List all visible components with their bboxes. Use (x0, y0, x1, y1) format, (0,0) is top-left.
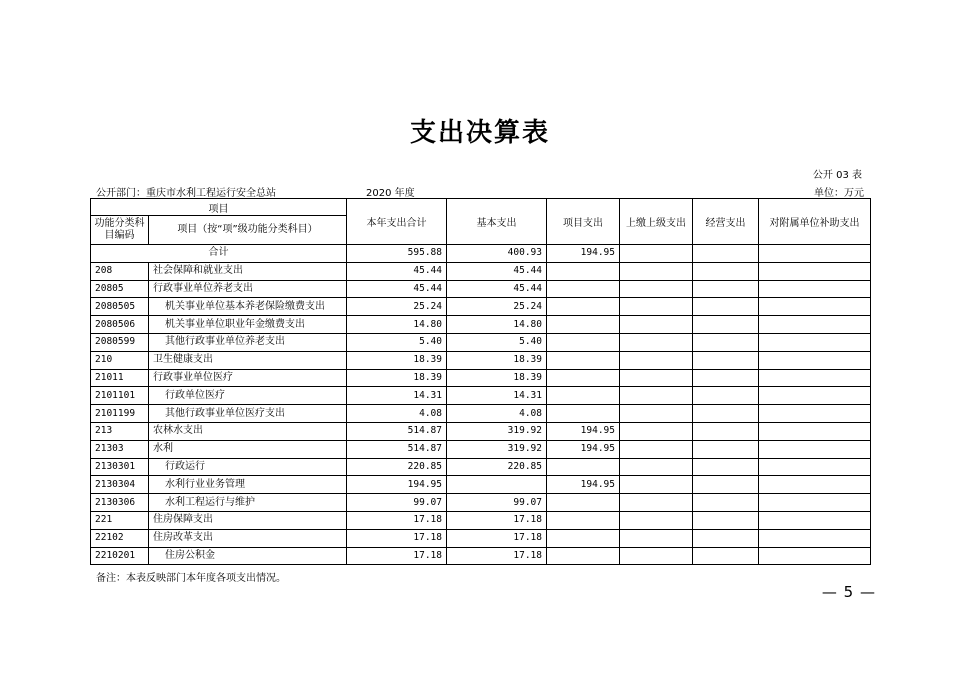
row-project: 194.95 (547, 422, 620, 440)
row-subsidy (759, 547, 871, 565)
table-row (91, 280, 871, 298)
row-basic: 25.24 (447, 298, 547, 316)
row-total: 45.44 (347, 280, 447, 298)
row-code: 20805 (91, 280, 149, 298)
row-total: 14.31 (347, 387, 447, 405)
row-project: 194.95 (547, 476, 620, 494)
table-row (91, 333, 871, 351)
row-upper (620, 333, 693, 351)
row-business (693, 529, 759, 547)
row-business (693, 369, 759, 387)
row-code: 210 (91, 351, 149, 369)
row-subsidy (759, 529, 871, 547)
row-subsidy (759, 422, 871, 440)
row-subsidy (759, 511, 871, 529)
row-total: 514.87 (347, 422, 447, 440)
row-code: 21011 (91, 369, 149, 387)
row-name: 其他行政事业单位养老支出 (149, 333, 347, 351)
row-upper (620, 511, 693, 529)
row-project (547, 333, 620, 351)
row-subsidy (759, 351, 871, 369)
row-subsidy (759, 298, 871, 316)
row-basic: 45.44 (447, 262, 547, 280)
row-basic: 18.39 (447, 369, 547, 387)
row-business (693, 351, 759, 369)
row-upper (620, 494, 693, 512)
table-row (91, 298, 871, 316)
row-business (693, 316, 759, 334)
row-subsidy (759, 262, 871, 280)
row-code: 2101101 (91, 387, 149, 405)
total-label: 合计 (91, 245, 347, 263)
table-row (91, 316, 871, 334)
row-upper (620, 369, 693, 387)
row-basic: 5.40 (447, 333, 547, 351)
row-upper (620, 351, 693, 369)
row-code: 2130306 (91, 494, 149, 512)
row-basic: 17.18 (447, 511, 547, 529)
header-code: 功能分类科目编码 (91, 216, 149, 245)
row-basic: 99.07 (447, 494, 547, 512)
row-business (693, 405, 759, 423)
row-upper (620, 280, 693, 298)
header-subsidy: 对附属单位补助支出 (759, 199, 871, 245)
row-total: 18.39 (347, 351, 447, 369)
row-upper (620, 422, 693, 440)
row-total: 17.18 (347, 511, 447, 529)
row-business (693, 422, 759, 440)
total-subsidy (759, 245, 871, 263)
row-name: 水利工程运行与维护 (149, 494, 347, 512)
row-total: 45.44 (347, 262, 447, 280)
row-name: 行政运行 (149, 458, 347, 476)
row-upper (620, 387, 693, 405)
row-project (547, 369, 620, 387)
row-project (547, 298, 620, 316)
row-name: 农林水支出 (149, 422, 347, 440)
row-upper (620, 440, 693, 458)
row-project (547, 351, 620, 369)
table-note: 备注：本表反映部门本年度各项支出情况。 (96, 573, 286, 584)
total-upper (620, 245, 693, 263)
table-row (91, 440, 871, 458)
row-total: 514.87 (347, 440, 447, 458)
row-name: 机关事业单位职业年金缴费支出 (149, 316, 347, 334)
row-subsidy (759, 280, 871, 298)
row-business (693, 387, 759, 405)
row-upper (620, 458, 693, 476)
row-name: 行政单位医疗 (149, 387, 347, 405)
row-name: 行政事业单位医疗 (149, 369, 347, 387)
row-business (693, 547, 759, 565)
row-name: 卫生健康支出 (149, 351, 347, 369)
table-row (91, 369, 871, 387)
total-amount: 595.88 (347, 245, 447, 263)
row-name: 住房公积金 (149, 547, 347, 565)
page-title: 支出决算表 (409, 118, 550, 148)
row-total: 220.85 (347, 458, 447, 476)
row-project (547, 405, 620, 423)
row-subsidy (759, 494, 871, 512)
row-business (693, 333, 759, 351)
row-total: 4.08 (347, 405, 447, 423)
header-total: 本年支出合计 (347, 199, 447, 245)
table-row (91, 494, 871, 512)
row-code: 2101199 (91, 405, 149, 423)
row-basic: 17.18 (447, 529, 547, 547)
header-item: 项目 (91, 199, 347, 216)
row-project: 194.95 (547, 440, 620, 458)
row-project (547, 316, 620, 334)
table-row (91, 458, 871, 476)
table-row (91, 476, 871, 494)
header-basic: 基本支出 (447, 199, 547, 245)
table-row (91, 262, 871, 280)
row-code: 208 (91, 262, 149, 280)
row-business (693, 262, 759, 280)
row-code: 2080599 (91, 333, 149, 351)
form-code: 公开 03 表 (812, 170, 862, 181)
row-total: 17.18 (347, 547, 447, 565)
row-project (547, 511, 620, 529)
row-basic: 17.18 (447, 547, 547, 565)
row-subsidy (759, 458, 871, 476)
row-upper (620, 316, 693, 334)
total-business (693, 245, 759, 263)
header-upper: 上缴上级支出 (620, 199, 693, 245)
row-subsidy (759, 316, 871, 334)
row-basic: 4.08 (447, 405, 547, 423)
row-basic: 14.80 (447, 316, 547, 334)
row-project (547, 494, 620, 512)
row-basic: 18.39 (447, 351, 547, 369)
table-row (91, 351, 871, 369)
row-total: 5.40 (347, 333, 447, 351)
row-basic: 319.92 (447, 422, 547, 440)
row-business (693, 511, 759, 529)
row-name: 住房改革支出 (149, 529, 347, 547)
row-upper (620, 529, 693, 547)
row-upper (620, 298, 693, 316)
row-code: 221 (91, 511, 149, 529)
row-name: 水利 (149, 440, 347, 458)
row-project (547, 387, 620, 405)
row-code: 2210201 (91, 547, 149, 565)
total-basic: 400.93 (447, 245, 547, 263)
row-code: 2080505 (91, 298, 149, 316)
row-business (693, 298, 759, 316)
row-business (693, 280, 759, 298)
table-row (91, 529, 871, 547)
row-upper (620, 547, 693, 565)
row-subsidy (759, 387, 871, 405)
row-code: 213 (91, 422, 149, 440)
row-basic: 220.85 (447, 458, 547, 476)
table-row (91, 422, 871, 440)
row-name: 社会保障和就业支出 (149, 262, 347, 280)
row-upper (620, 262, 693, 280)
row-project (547, 458, 620, 476)
header-project: 项目支出 (547, 199, 620, 245)
row-name: 其他行政事业单位医疗支出 (149, 405, 347, 423)
row-project (547, 547, 620, 565)
row-name: 行政事业单位养老支出 (149, 280, 347, 298)
row-total: 17.18 (347, 529, 447, 547)
row-name: 水利行业业务管理 (149, 476, 347, 494)
row-code: 2130301 (91, 458, 149, 476)
row-code: 22102 (91, 529, 149, 547)
total-row (91, 245, 871, 263)
row-total: 194.95 (347, 476, 447, 494)
row-subsidy (759, 405, 871, 423)
row-upper (620, 405, 693, 423)
row-name: 机关事业单位基本养老保险缴费支出 (149, 298, 347, 316)
header-business: 经营支出 (693, 199, 759, 245)
row-business (693, 458, 759, 476)
table-row (91, 511, 871, 529)
page-number: — 5 — (821, 583, 876, 601)
row-code: 2080506 (91, 316, 149, 334)
year-label: 2020 年度 (366, 188, 415, 199)
row-total: 18.39 (347, 369, 447, 387)
row-basic: 14.31 (447, 387, 547, 405)
expenditure-table (90, 198, 871, 565)
row-basic: 319.92 (447, 440, 547, 458)
table-row (91, 405, 871, 423)
row-code: 21303 (91, 440, 149, 458)
row-business (693, 494, 759, 512)
row-subsidy (759, 440, 871, 458)
row-project (547, 280, 620, 298)
row-total: 14.80 (347, 316, 447, 334)
table-row (91, 547, 871, 565)
total-project: 194.95 (547, 245, 620, 263)
row-basic: 45.44 (447, 280, 547, 298)
table-row (91, 387, 871, 405)
row-code: 2130304 (91, 476, 149, 494)
row-project (547, 529, 620, 547)
row-business (693, 440, 759, 458)
row-upper (620, 476, 693, 494)
row-name: 住房保障支出 (149, 511, 347, 529)
row-total: 25.24 (347, 298, 447, 316)
row-business (693, 476, 759, 494)
unit-label: 单位：万元 (814, 188, 864, 199)
department-label: 公开部门：重庆市水利工程运行安全总站 (96, 188, 276, 199)
row-subsidy (759, 369, 871, 387)
header-name: 项目（按“项”级功能分类科目） (149, 216, 347, 245)
row-subsidy (759, 333, 871, 351)
row-subsidy (759, 476, 871, 494)
row-project (547, 262, 620, 280)
row-total: 99.07 (347, 494, 447, 512)
row-basic (447, 476, 547, 494)
